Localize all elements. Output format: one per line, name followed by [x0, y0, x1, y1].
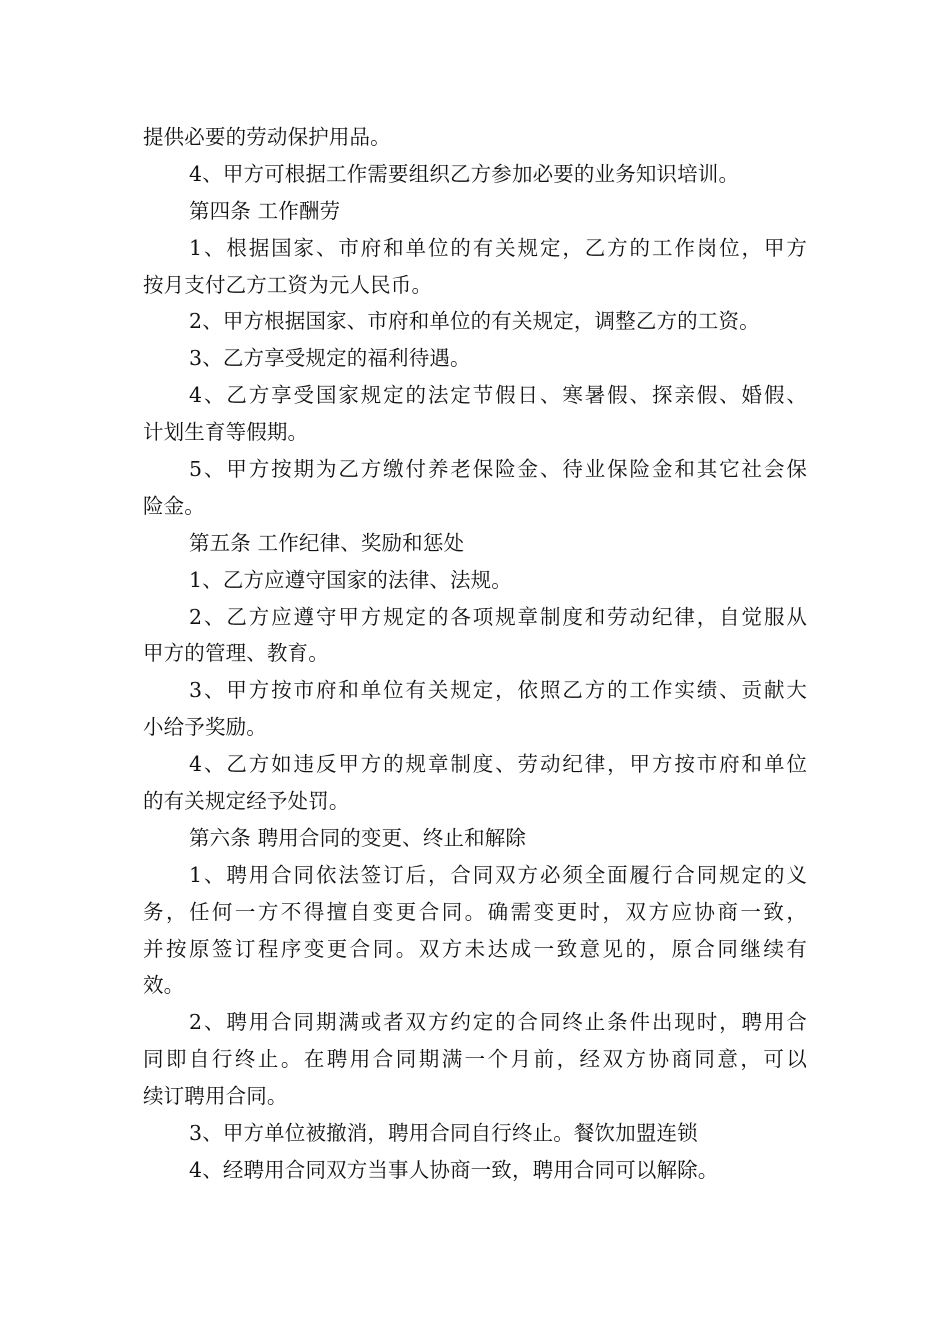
text-line: 计划生育等假期。 — [143, 420, 309, 445]
text-line: 效。 — [143, 973, 185, 998]
text-line: 按月支付乙方工资为元人民币。 — [143, 272, 433, 297]
text-line: 1、根据国家、市府和单位的有关规定，乙方的工作岗位，甲方 — [189, 235, 807, 260]
text-line: 4、乙方如违反甲方的规章制度、劳动纪律，甲方按市府和单位 — [189, 752, 807, 777]
document-body — [143, 119, 807, 1189]
text-line: 务，任何一方不得擅自变更合同。确需变更时，双方应协商一致， — [143, 899, 807, 924]
text-line: 提供必要的劳动保护用品。 — [143, 125, 391, 149]
text-line: 3、甲方按市府和单位有关规定，依照乙方的工作实绩、贡献大 — [189, 678, 807, 703]
article-heading: 第五条 工作纪律、奖励和惩处 — [189, 530, 465, 555]
text-line: 1、乙方应遵守国家的法律、法规。 — [189, 567, 512, 592]
text-line: 2、乙方应遵守甲方规定的各项规章制度和劳动纪律，自觉服从 — [189, 604, 807, 629]
text-line: 1、聘用合同依法签订后，合同双方必须全面履行合同规定的义 — [189, 862, 807, 887]
text-line: 5、甲方按期为乙方缴付养老保险金、待业保险金和其它社会保 — [189, 457, 807, 482]
article-heading: 第六条 聘用合同的变更、终止和解除 — [189, 825, 527, 850]
text-line: 4、甲方可根据工作需要组织乙方参加必要的业务知识培训。 — [189, 161, 740, 186]
text-line: 4、乙方享受国家规定的法定节假日、寒暑假、探亲假、婚假、 — [189, 383, 807, 408]
article-heading: 第四条 工作酬劳 — [189, 198, 341, 223]
text-line: 甲方的管理、教育。 — [143, 641, 329, 666]
text-line: 的有关规定经予处罚。 — [143, 789, 350, 814]
text-line: 4、经聘用合同双方当事人协商一致，聘用合同可以解除。 — [189, 1157, 719, 1182]
text-line: 小给予奖励。 — [143, 715, 267, 740]
text-line: 续订聘用合同。 — [143, 1084, 288, 1109]
text-line: 并按原签订程序变更合同。双方未达成一致意见的，原合同继续有 — [143, 936, 807, 961]
text-line: 3、甲方单位被撤消，聘用合同自行终止。餐饮加盟连锁 — [189, 1121, 698, 1146]
text-line: 2、聘用合同期满或者双方约定的合同终止条件出现时，聘用合 — [189, 1010, 807, 1035]
text-line: 同即自行终止。在聘用合同期满一个月前，经双方协商同意，可以 — [143, 1047, 807, 1072]
text-line: 险金。 — [143, 493, 205, 518]
text-line: 2、甲方根据国家、市府和单位的有关规定，调整乙方的工资。 — [189, 309, 760, 334]
text-line: 3、乙方享受规定的福利待遇。 — [189, 346, 471, 371]
